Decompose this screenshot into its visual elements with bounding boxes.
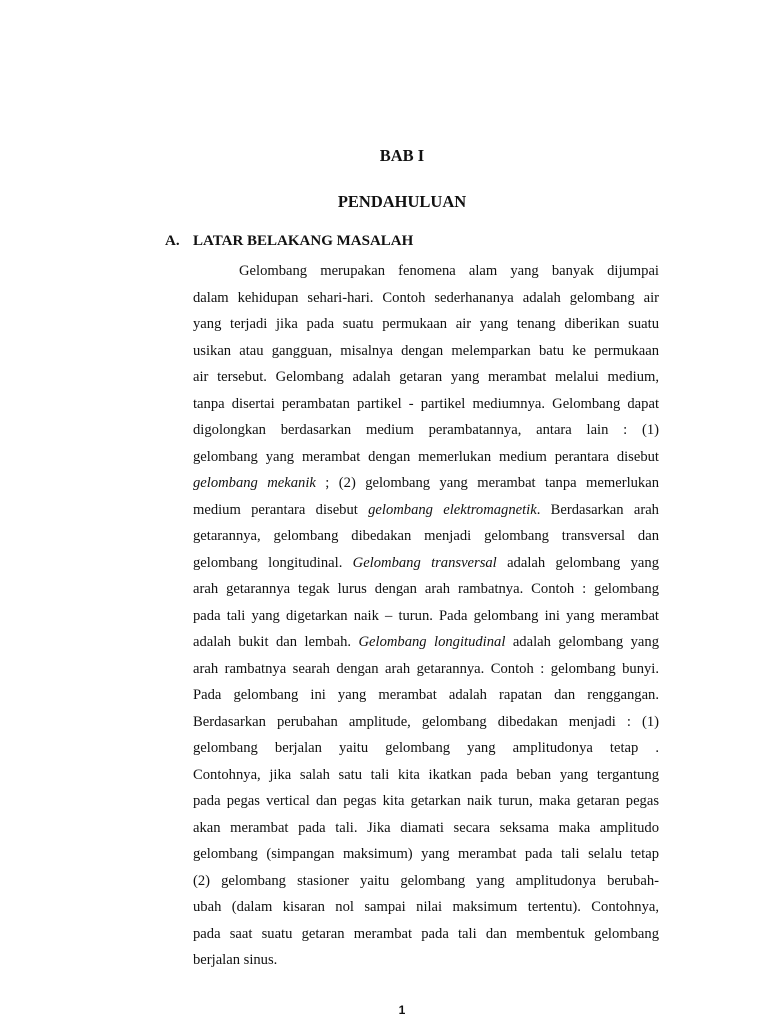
paragraph-line: [193, 762, 659, 789]
italic-term: gelombang elektromagnetik: [368, 501, 537, 518]
paragraph-line: [193, 868, 659, 895]
text-segment: ubah (dalam kisaran nol sampai nilai maksimum tertentu). Contohnya,: [193, 899, 659, 915]
text-segment: adalah gelombang yang: [496, 554, 659, 571]
paragraph-line: [193, 285, 659, 312]
italic-term: Gelombang longitudinal: [358, 634, 506, 650]
text-segment: tanpa disertai perambatan partikel - partikel mediumnya. Gelombang dapat: [193, 395, 659, 412]
text-segment: adalah bukit dan lembah.: [193, 634, 359, 650]
paragraph-line: [193, 603, 659, 630]
paragraph-line: [193, 576, 659, 603]
paragraph-line: [193, 311, 659, 338]
text-segment: berjalan sinus.: [193, 952, 278, 968]
text-segment: arah getarannya tegak lurus dengan arah rambatnya. Contoh : gelombang: [193, 581, 659, 597]
text-segment: getarannya, gelombang dibedakan menjadi gelombang transversal dan: [193, 528, 659, 544]
paragraph-line: [193, 444, 659, 471]
paragraph-line: [193, 497, 659, 524]
text-segment: gelombang (simpangan maksimum) yang merambat pada tali selalu tetap: [193, 846, 659, 862]
paragraph-line: [193, 470, 659, 497]
text-segment: adalah gelombang yang: [505, 634, 659, 650]
body-paragraph: [193, 258, 659, 974]
paragraph-line: [193, 841, 659, 868]
text-segment: pada tali yang digetarkan naik – turun. Pada gelombang ini yang merambat: [193, 607, 659, 624]
paragraph-line: [193, 391, 659, 418]
page-number: 1: [398, 1003, 406, 1017]
text-segment: pada saat suatu getaran merambat pada tali dan membentuk gelombang: [193, 925, 659, 942]
paragraph-line: [193, 894, 659, 921]
paragraph-line: [193, 629, 659, 656]
paragraph-line: [193, 364, 659, 391]
paragraph-line: [193, 550, 659, 577]
chapter-title: PENDAHULUAN: [337, 192, 467, 211]
paragraph-line: [193, 947, 659, 974]
paragraph-line: [193, 258, 659, 285]
text-segment: Pada gelombang ini yang merambat adalah rapatan dan renggangan.: [193, 687, 659, 703]
chapter-number: BAB I: [379, 146, 425, 165]
section-title: LATAR BELAKANG MASALAH: [193, 233, 414, 249]
paragraph-line: [193, 682, 659, 709]
paragraph-line: [193, 523, 659, 550]
text-segment: gelombang yang merambat dengan memerlukan medium perantara disebut: [193, 448, 659, 465]
text-segment: dalam kehidupan sehari-hari. Contoh sederhananya adalah gelombang air: [193, 289, 659, 306]
paragraph-line: [193, 656, 659, 683]
text-segment: (2) gelombang stasioner yaitu gelombang yang amplitudonya berubah-: [193, 872, 659, 889]
text-segment: air tersebut. Gelombang adalah getaran yang merambat melalui medium,: [193, 369, 659, 385]
paragraph-line: [193, 735, 659, 762]
text-segment: pada pegas vertical dan pegas kita getarkan naik turun, maka getaran pegas: [193, 793, 659, 809]
text-segment: Contohnya, jika salah satu tali kita ikatkan pada beban yang tergantung: [193, 766, 659, 783]
text-segment: medium perantara disebut: [193, 501, 369, 518]
italic-term: gelombang mekanik: [193, 475, 316, 491]
section-heading: [165, 233, 413, 250]
paragraph-line: [193, 815, 659, 842]
paragraph-line: [193, 921, 659, 948]
paragraph-line: [193, 338, 659, 365]
italic-term: Gelombang transversal: [352, 554, 497, 571]
text-segment: akan merambat pada tali. Jika diamati secara seksama maka amplitudo: [193, 819, 659, 836]
section-number: A.: [165, 233, 180, 249]
text-segment: gelombang berjalan yaitu gelombang yang amplitudonya tetap .: [193, 740, 659, 756]
text-segment: ; (2) gelombang yang merambat tanpa memerlukan: [315, 475, 659, 491]
text-segment: . Berdasarkan arah: [536, 501, 659, 518]
paragraph-line: [193, 788, 659, 815]
text-segment: arah rambatnya searah dengan arah getarannya. Contoh : gelombang bunyi.: [193, 660, 659, 677]
text-segment: Gelombang merupakan fenomena alam yang banyak dijumpai: [239, 263, 659, 279]
text-segment: gelombang longitudinal.: [193, 554, 353, 571]
text-segment: usikan atau gangguan, misalnya dengan melemparkan batu ke permukaan: [193, 342, 659, 359]
text-segment: yang terjadi jika pada suatu permukaan air yang tenang diberikan suatu: [193, 316, 659, 332]
text-segment: digolongkan berdasarkan medium perambatannya, antara lain : (1): [193, 422, 659, 438]
paragraph-line: [193, 709, 659, 736]
text-segment: Berdasarkan perubahan amplitude, gelombang dibedakan menjadi : (1): [193, 713, 659, 730]
paragraph-line: [193, 417, 659, 444]
